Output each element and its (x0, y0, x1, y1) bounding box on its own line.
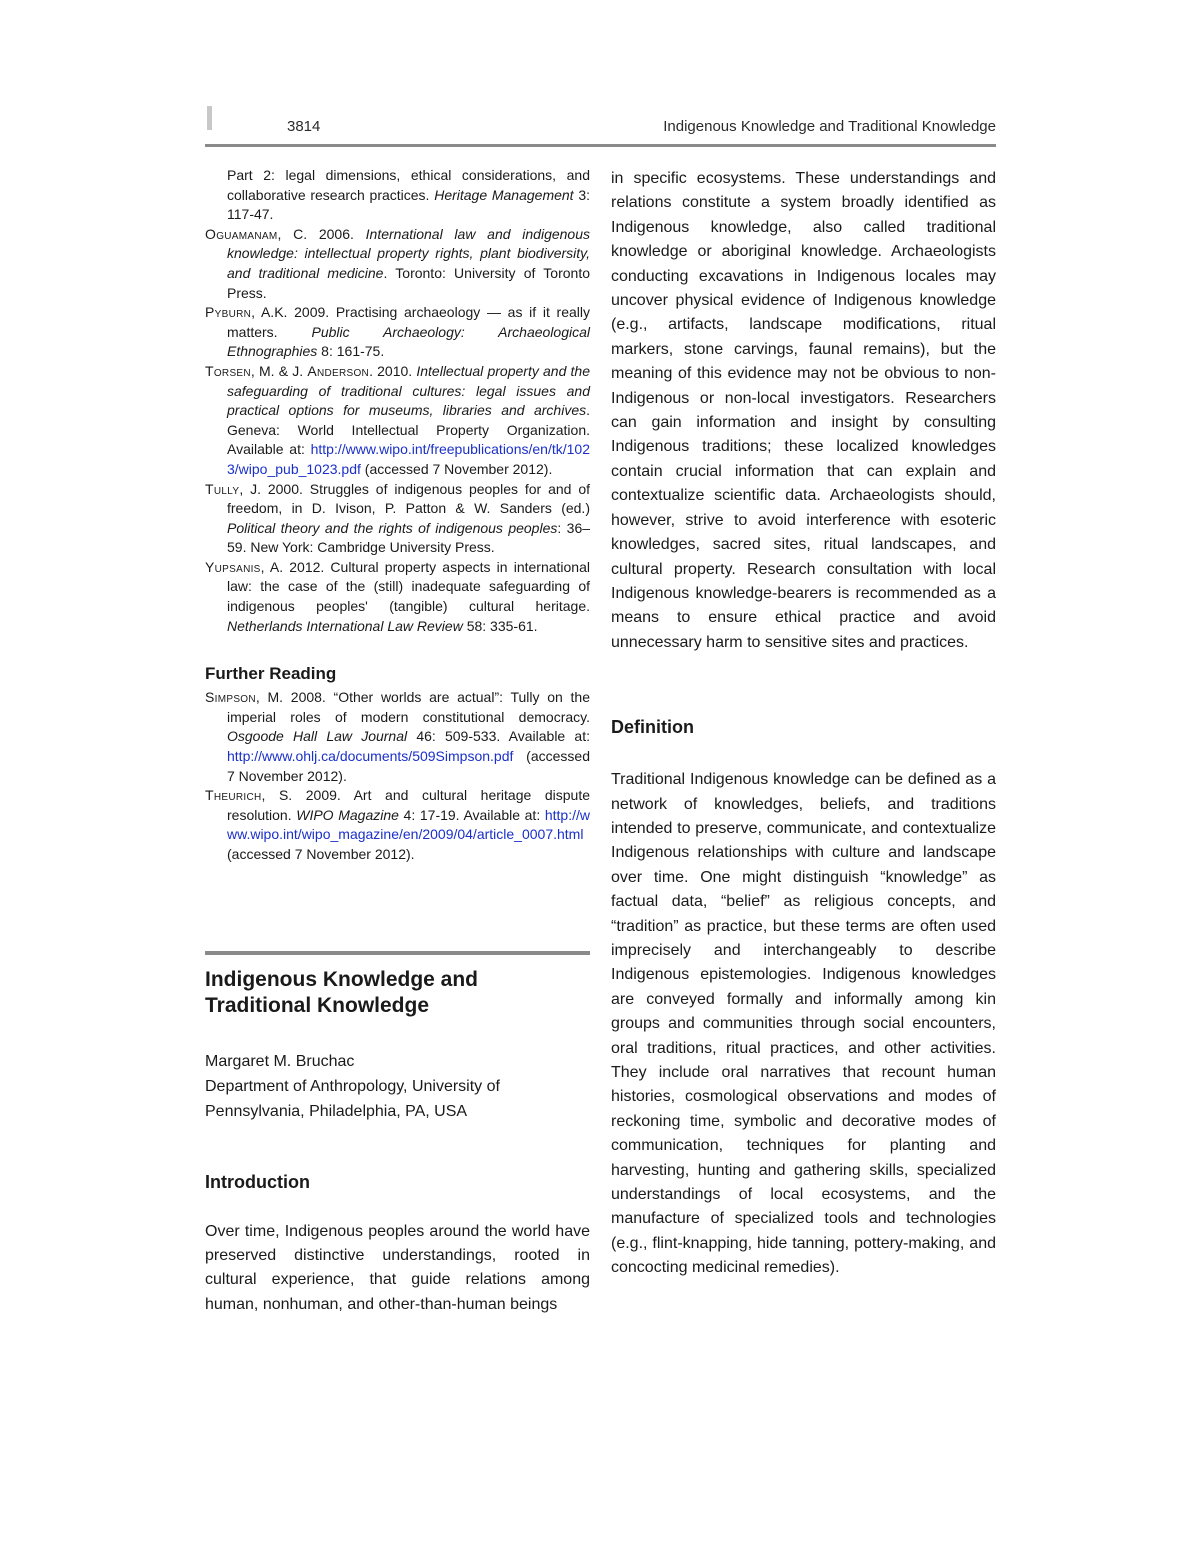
header-rule (205, 144, 996, 147)
introduction-heading: Introduction (205, 1171, 310, 1192)
reference-item: Yupsanis, A. 2012. Cultural property aspects in international law: the case of the (still) inadequate safeguarding of indigenous peoples' (tangible) cultural heritage. Netherlands International Law Review 58: 335-61. (205, 558, 590, 634)
author-affiliation-line: Pennsylvania, Philadelphia, PA, USA (205, 1102, 468, 1120)
reference-item: Pyburn, A.K. 2009. Practising archaeology — as if it really matters. Public Archaeology: Archaeological Ethnographies 8: 161-75. (205, 304, 590, 360)
further-reading-link[interactable]: http://www.ohlj.ca/documents/509Simpson.pdf (227, 748, 514, 765)
introduction-paragraph-continued: in specific ecosystems. These understandings and relations constitute a system broadly identified as Indigenous knowledge, also called traditional knowledge or aboriginal knowledge. Archaeologists conducting excavations in Indigenous locales may uncover physical evidence of Indigenous knowledge (e.g., artifacts, landscape modifications, ritual markers, stone carvings, faunal remains), but the meaning of this evidence may not be obvious to non-Indigenous or non-local investigators. Researchers can gain information and insight by consulting Indigenous traditions; these localized knowledges contain crucial information that can explain and contextualize scientific data. Archaeologists should, however, strive to avoid interference with esoteric knowledges, sacred sites, ritual landscapes, and cultural property. Research consultation with local Indigenous knowledge-bearers is recommended as a means to ensure ethical practice and avoid unnecessary harm to sensitive sites and practices. (611, 170, 996, 651)
definition-paragraph: Traditional Indigenous knowledge can be defined as a network of knowledges, beliefs, and traditions intended to preserve, communicate, and contextualize Indigenous relationships with culture and landscape over time. One might distinguish “knowledge” as factual data, “belief” as religious concepts, and “tradition” as practice, but these terms are often used imprecisely and interchangeably to describe Indigenous epistemologies. Indigenous knowledges are conveyed formally and informally among kin groups and communities through social encounters, oral traditions, ritual practices, and other activities. They include oral narratives that recount human histories, cosmological observations and modes of reckoning time, symbolic and decorative modes of communication, techniques for planting and harvesting, hunting and gathering skills, specialized understandings of local ecosystems, and the manufacture of specialized tools and technologies (e.g., flint-knapping, hide tanning, pottery-making, and concocting medicinal remedies). (611, 771, 996, 1277)
reference-item: Oguamanam, C. 2006. International law and indigenous knowledge: intellectual property rights, plant biodiversity, and traditional medicine. Toronto: University of Toronto Press. (205, 225, 591, 301)
entry-title: Indigenous Knowledge and Traditional Knowledge (205, 967, 478, 1017)
page-number: 3814 (287, 118, 321, 135)
reference-item: Tully, J. 2000. Struggles of indigenous peoples for and of freedom, in D. Ivison, P. Patton & W. Sanders (ed.) Political theory and the rights of indigenous peoples: 36–59. New York: Cambridge University Press. (205, 480, 591, 556)
references-list (205, 166, 590, 636)
entry-divider (205, 951, 590, 955)
reference-item: Part 2: legal dimensions, ethical considerations, and collaborative research practices. Heritage Management 3: 117-47. (227, 167, 590, 223)
left-column (205, 166, 590, 1317)
running-title: Indigenous Knowledge and Traditional Knowledge (663, 118, 996, 135)
further-reading-list (205, 688, 590, 864)
further-reading-item: Theurich, S. 2009. Art and cultural heritage dispute resolution. WIPO Magazine 4: 17-19. Available at: http://www.wipo.int/wipo_magazine/en/2009/04/article_0007.html (accessed 7 November 2012). (205, 787, 590, 862)
further-reading-heading: Further Reading (205, 664, 337, 684)
author-block (205, 1049, 590, 1124)
author-name: Margaret M. Bruchac (205, 1052, 355, 1070)
further-reading-link[interactable]: http://www.wipo.int/wipo_magazine/en/2009/04/article_0007.html (227, 806, 590, 843)
reference-link[interactable]: http://www.wipo.int/freepublications/en/tk/1023/wipo_pub_1023.pdf (227, 441, 590, 477)
introduction-paragraph: Over time, Indigenous peoples around the world have preserved distinctive understandings, rooted in cultural experience, that guide relations among human, nonhuman, and other-than-human beings (205, 1222, 590, 1313)
author-affiliation-line: Department of Anthropology, University of (205, 1077, 500, 1095)
definition-heading: Definition (611, 717, 694, 738)
page-thumb-marker (207, 106, 212, 130)
further-reading-item: Simpson, M. 2008. “Other worlds are actual”: Tully on the imperial roles of modern constitutional democracy. Osgoode Hall Law Journal 46: 509-533. Available at: http://www.ohlj.ca/documents/509Simpson.pdf (accessed 7 November 2012). (205, 689, 590, 784)
right-column (611, 167, 996, 1281)
reference-item: Torsen, M. & J. Anderson. 2010. Intellectual property and the safeguarding of traditional cultures: legal issues and practical options for museums, libraries and archives. Geneva: World Intellectual Property Organization. Available at: http://www.wipo.int/freepublications/en/tk/1023/wipo_pub_1023.pdf (accessed 7 November 2012). (205, 362, 591, 477)
